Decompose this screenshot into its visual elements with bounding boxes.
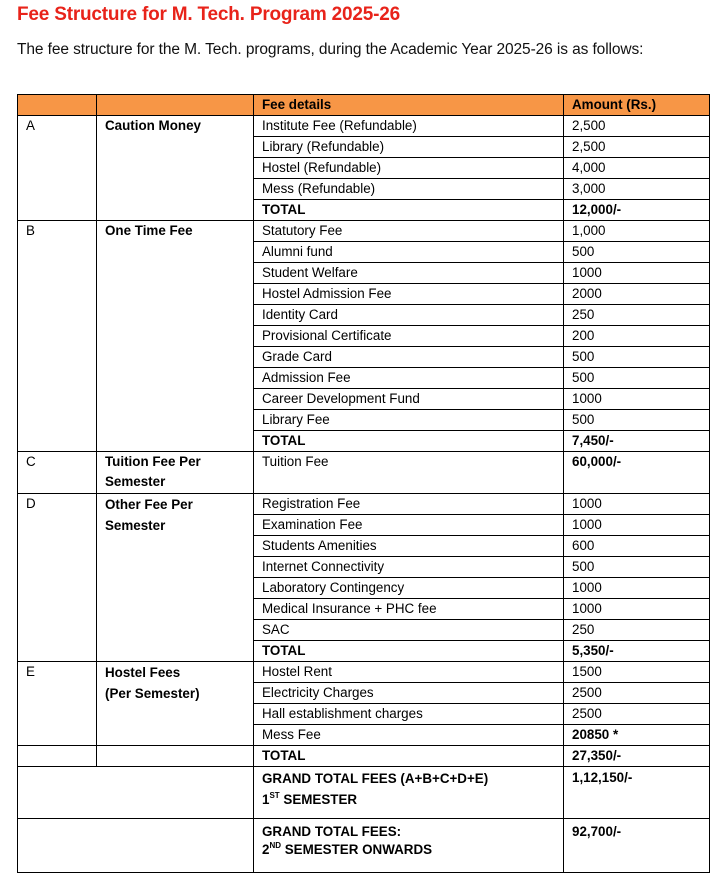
fee-amount: 1000 <box>564 494 710 515</box>
fee-amount: 1500 <box>564 662 710 683</box>
fee-label: Statutory Fee <box>254 221 564 242</box>
fee-label: Tuition Fee <box>254 452 564 494</box>
total-row <box>18 746 710 767</box>
fee-amount: 1000 <box>564 515 710 536</box>
section-name-a: Caution Money <box>97 116 254 221</box>
section-name-c <box>97 452 254 494</box>
fee-amount: 20850 * <box>564 725 710 746</box>
fee-amount: 1000 <box>564 263 710 284</box>
fee-label: Hostel (Refundable) <box>254 158 564 179</box>
grand-total-first-row <box>18 767 710 819</box>
header-code <box>18 95 97 116</box>
section-name-d-line1: Other Fee Per <box>105 497 193 512</box>
grand-total-first-label <box>254 767 564 819</box>
fee-label: Library (Refundable) <box>254 137 564 158</box>
fee-amount: 1000 <box>564 599 710 620</box>
fee-amount: 2000 <box>564 284 710 305</box>
fee-amount: 500 <box>564 410 710 431</box>
fee-amount: 2500 <box>564 704 710 725</box>
header-amount: Amount (Rs.) <box>564 95 710 116</box>
table-header-row <box>18 95 710 116</box>
fee-label: Mess Fee <box>254 725 564 746</box>
section-name-c-line1: Tuition Fee Per <box>105 454 201 469</box>
fee-amount: 60,000/- <box>564 452 710 494</box>
fee-label: SAC <box>254 620 564 641</box>
fee-amount: 200 <box>564 326 710 347</box>
section-code-e: E <box>18 662 97 746</box>
section-code-d: D <box>18 494 97 662</box>
fee-amount: 4,000 <box>564 158 710 179</box>
total-amount: 27,350/- <box>564 746 710 767</box>
fee-label: Examination Fee <box>254 515 564 536</box>
fee-amount: 500 <box>564 368 710 389</box>
fee-label: Provisional Certificate <box>254 326 564 347</box>
section-code-c: C <box>18 452 97 494</box>
empty-cell <box>97 746 254 767</box>
section-code-a: A <box>18 116 97 221</box>
fee-label: Library Fee <box>254 410 564 431</box>
grand-total-second-line2: 2ND SEMESTER ONWARDS <box>262 841 433 857</box>
fee-label: Mess (Refundable) <box>254 179 564 200</box>
fee-label: Institute Fee (Refundable) <box>254 116 564 137</box>
page-title: Fee Structure for M. Tech. Program 2025-26 <box>17 4 400 25</box>
fee-label: Grade Card <box>254 347 564 368</box>
fee-amount: 2,500 <box>564 137 710 158</box>
fee-label: Laboratory Contingency <box>254 578 564 599</box>
fee-amount: 2500 <box>564 683 710 704</box>
fee-label: Electricity Charges <box>254 683 564 704</box>
section-name-c-line2: Semester <box>105 474 166 489</box>
empty-cell <box>18 819 254 873</box>
total-label: TOTAL <box>254 200 564 221</box>
fee-amount: 1000 <box>564 389 710 410</box>
fee-label: Students Amenities <box>254 536 564 557</box>
fee-amount: 2,500 <box>564 116 710 137</box>
section-name-b: One Time Fee <box>97 221 254 452</box>
header-category <box>97 95 254 116</box>
fee-label: Internet Connectivity <box>254 557 564 578</box>
section-name-d-line2: Semester <box>105 518 166 533</box>
total-amount: 12,000/- <box>564 200 710 221</box>
section-name-e-line2: (Per Semester) <box>105 686 200 701</box>
table-row <box>18 452 710 494</box>
fee-label: Hall establishment charges <box>254 704 564 725</box>
fee-label: Hostel Rent <box>254 662 564 683</box>
empty-cell <box>18 746 97 767</box>
header-fee-details: Fee details <box>254 95 564 116</box>
fee-amount: 1000 <box>564 578 710 599</box>
intro-text: The fee structure for the M. Tech. programs, during the Academic Year 2025-26 is as follows: <box>17 41 644 58</box>
fee-amount: 1,000 <box>564 221 710 242</box>
fee-amount: 3,000 <box>564 179 710 200</box>
fee-label: Admission Fee <box>254 368 564 389</box>
table-row <box>18 494 710 515</box>
total-amount: 5,350/- <box>564 641 710 662</box>
fee-label: Medical Insurance + PHC fee <box>254 599 564 620</box>
total-label: TOTAL <box>254 746 564 767</box>
grand-total-second-amount: 92,700/- <box>564 819 710 873</box>
total-amount: 7,450/- <box>564 431 710 452</box>
fee-amount: 500 <box>564 347 710 368</box>
grand-total-second-line1: GRAND TOTAL FEES: <box>262 824 402 839</box>
table-row <box>18 662 710 683</box>
grand-total-second-row <box>18 819 710 873</box>
table-row <box>18 221 710 242</box>
grand-total-second-label <box>254 819 564 873</box>
fee-label: Identity Card <box>254 305 564 326</box>
fee-amount: 500 <box>564 242 710 263</box>
fee-amount: 500 <box>564 557 710 578</box>
grand-total-first-line1: GRAND TOTAL FEES (A+B+C+D+E) <box>262 771 489 786</box>
fee-label: Student Welfare <box>254 263 564 284</box>
section-name-d <box>97 494 254 662</box>
section-name-e <box>97 662 254 746</box>
fee-label: Alumni fund <box>254 242 564 263</box>
fee-amount: 250 <box>564 620 710 641</box>
empty-cell <box>18 767 254 819</box>
fee-amount: 250 <box>564 305 710 326</box>
fee-label: Hostel Admission Fee <box>254 284 564 305</box>
section-name-e-line1: Hostel Fees <box>105 665 181 680</box>
grand-total-first-line2: 1ST SEMESTER <box>262 791 358 807</box>
fee-label: Career Development Fund <box>254 389 564 410</box>
grand-total-first-amount: 1,12,150/- <box>564 767 710 819</box>
section-code-b: B <box>18 221 97 452</box>
total-label: TOTAL <box>254 431 564 452</box>
table-row <box>18 116 710 137</box>
fee-amount: 600 <box>564 536 710 557</box>
fee-structure-table <box>17 94 710 873</box>
fee-label: Registration Fee <box>254 494 564 515</box>
total-label: TOTAL <box>254 641 564 662</box>
